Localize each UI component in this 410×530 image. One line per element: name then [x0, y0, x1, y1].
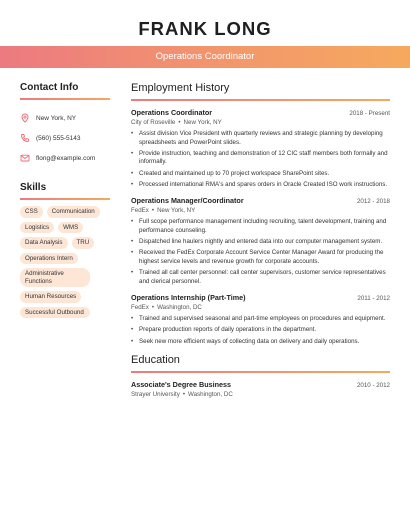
- job-title: Operations Internship (Part-Time): [131, 293, 246, 303]
- education-entry: [131, 380, 390, 398]
- job-bullet: • Received the FedEx Corporate Account Service Center Manager Award for producing the highest service levels and revenue growth for corporate accounts.: [131, 249, 390, 266]
- skill-tag: Human Resources: [20, 291, 81, 303]
- education-section-title: Education: [131, 354, 180, 367]
- job-location: New York, NY: [183, 119, 222, 126]
- school-name: Strayer University: [131, 391, 180, 399]
- education-date: 2010 - 2012: [356, 382, 390, 390]
- contact-divider: [20, 98, 110, 100]
- job-entry: [131, 196, 390, 286]
- job-company-line: [131, 207, 390, 214]
- contact-item-location: [20, 108, 112, 128]
- skills-section-title: Skills: [20, 182, 47, 193]
- contact-email-text: flong@example.com: [36, 154, 96, 162]
- job-date: 2012 - 2018: [356, 198, 390, 206]
- skill-tag: TRU: [72, 237, 95, 249]
- contact-item-phone: [20, 128, 112, 148]
- skill-tag: Successful Outbound: [20, 307, 90, 319]
- job-company-line: [131, 304, 390, 311]
- separator-dot: •: [151, 304, 155, 312]
- skill-tag: Communication: [47, 206, 100, 218]
- job-bullet: • Trained and supervised seasonal and part-time employees on procedures and equipment.: [131, 315, 390, 324]
- job-bullet: • Dispatched line haulers nightly and entered data into our computer management system.: [131, 238, 390, 247]
- skill-tag: CSS: [20, 206, 43, 218]
- skill-tag: Administrative Functions: [20, 268, 90, 287]
- job-bullets: [131, 218, 390, 286]
- phone-icon: [20, 133, 30, 143]
- email-icon: [20, 153, 30, 163]
- job-bullet: • Assist division Vice President with quarterly reviews and strategic planning by developing spreadsheets and PowerPoint slides.: [131, 130, 390, 147]
- job-entry: [131, 293, 390, 346]
- separator-dot: •: [151, 207, 155, 215]
- resume-name: FRANK LONG: [138, 18, 272, 39]
- job-title: Operations Coordinator: [131, 108, 213, 117]
- job-bullet: • Full scope performance management including recruiting, talent development, training and performance counseling.: [131, 218, 390, 235]
- location-icon: [20, 113, 30, 123]
- job-bullet: • Prepare production reports of daily operations in the department.: [131, 326, 390, 335]
- education-divider: [131, 371, 390, 373]
- job-location: New York, NY: [157, 207, 196, 215]
- job-bullets: [131, 130, 390, 189]
- skill-tag: Logistics: [20, 222, 54, 234]
- job-company: FedEx: [131, 304, 149, 312]
- separator-dot: •: [182, 391, 185, 399]
- job-entry: [131, 108, 390, 189]
- school-line: [131, 391, 390, 398]
- job-bullets: [131, 315, 390, 346]
- job-date: 2018 - Present: [349, 110, 390, 117]
- job-company: City of Roseville: [131, 119, 176, 126]
- job-title: Operations Manager/Coordinator: [131, 196, 244, 206]
- right-column: [131, 82, 390, 398]
- skills-divider: [20, 198, 110, 200]
- job-location: Washington, DC: [157, 304, 202, 312]
- job-bullet: • Trained all call center personnel: call center supervisors, customer service representatives and clerical personnel.: [131, 269, 390, 286]
- job-company: FedEx: [131, 207, 149, 215]
- job-date: 2011 - 2012: [357, 295, 390, 303]
- separator-dot: •: [178, 119, 181, 126]
- job-bullet: • Seek new more efficient ways of collecting data on delivery and daily operations.: [131, 338, 390, 347]
- skills-list: [20, 206, 112, 318]
- job-bullet: • Created and maintained up to 70 project workspace SharePoint sites.: [131, 170, 390, 179]
- job-bullet: • Provide instruction, teaching and demonstration of 12 CIC staff members both formally and informally.: [131, 150, 390, 167]
- contact-section-title: Contact Info: [20, 82, 79, 93]
- contact-location-text: New York, NY: [36, 114, 77, 122]
- employment-section-title: Employment History: [131, 82, 230, 94]
- school-location: Washington, DC: [188, 391, 233, 399]
- contact-list: [20, 108, 112, 168]
- job-bullet: • Processed international RMA's and spares orders in Oracle Created ISO work instructions.: [131, 181, 390, 190]
- employment-divider: [131, 99, 390, 101]
- degree-title: Associate's Degree Business: [131, 380, 231, 390]
- job-company-line: [131, 119, 390, 126]
- skill-tag: WMS: [58, 222, 83, 234]
- contact-phone-text: (560) 555-5143: [36, 134, 81, 142]
- left-column: [20, 82, 112, 318]
- skill-tag: Operations Intern: [20, 253, 78, 265]
- job-title-banner: Operations Coordinator: [0, 46, 410, 68]
- contact-item-email: [20, 148, 112, 168]
- skill-tag: Data Analysis: [20, 237, 68, 249]
